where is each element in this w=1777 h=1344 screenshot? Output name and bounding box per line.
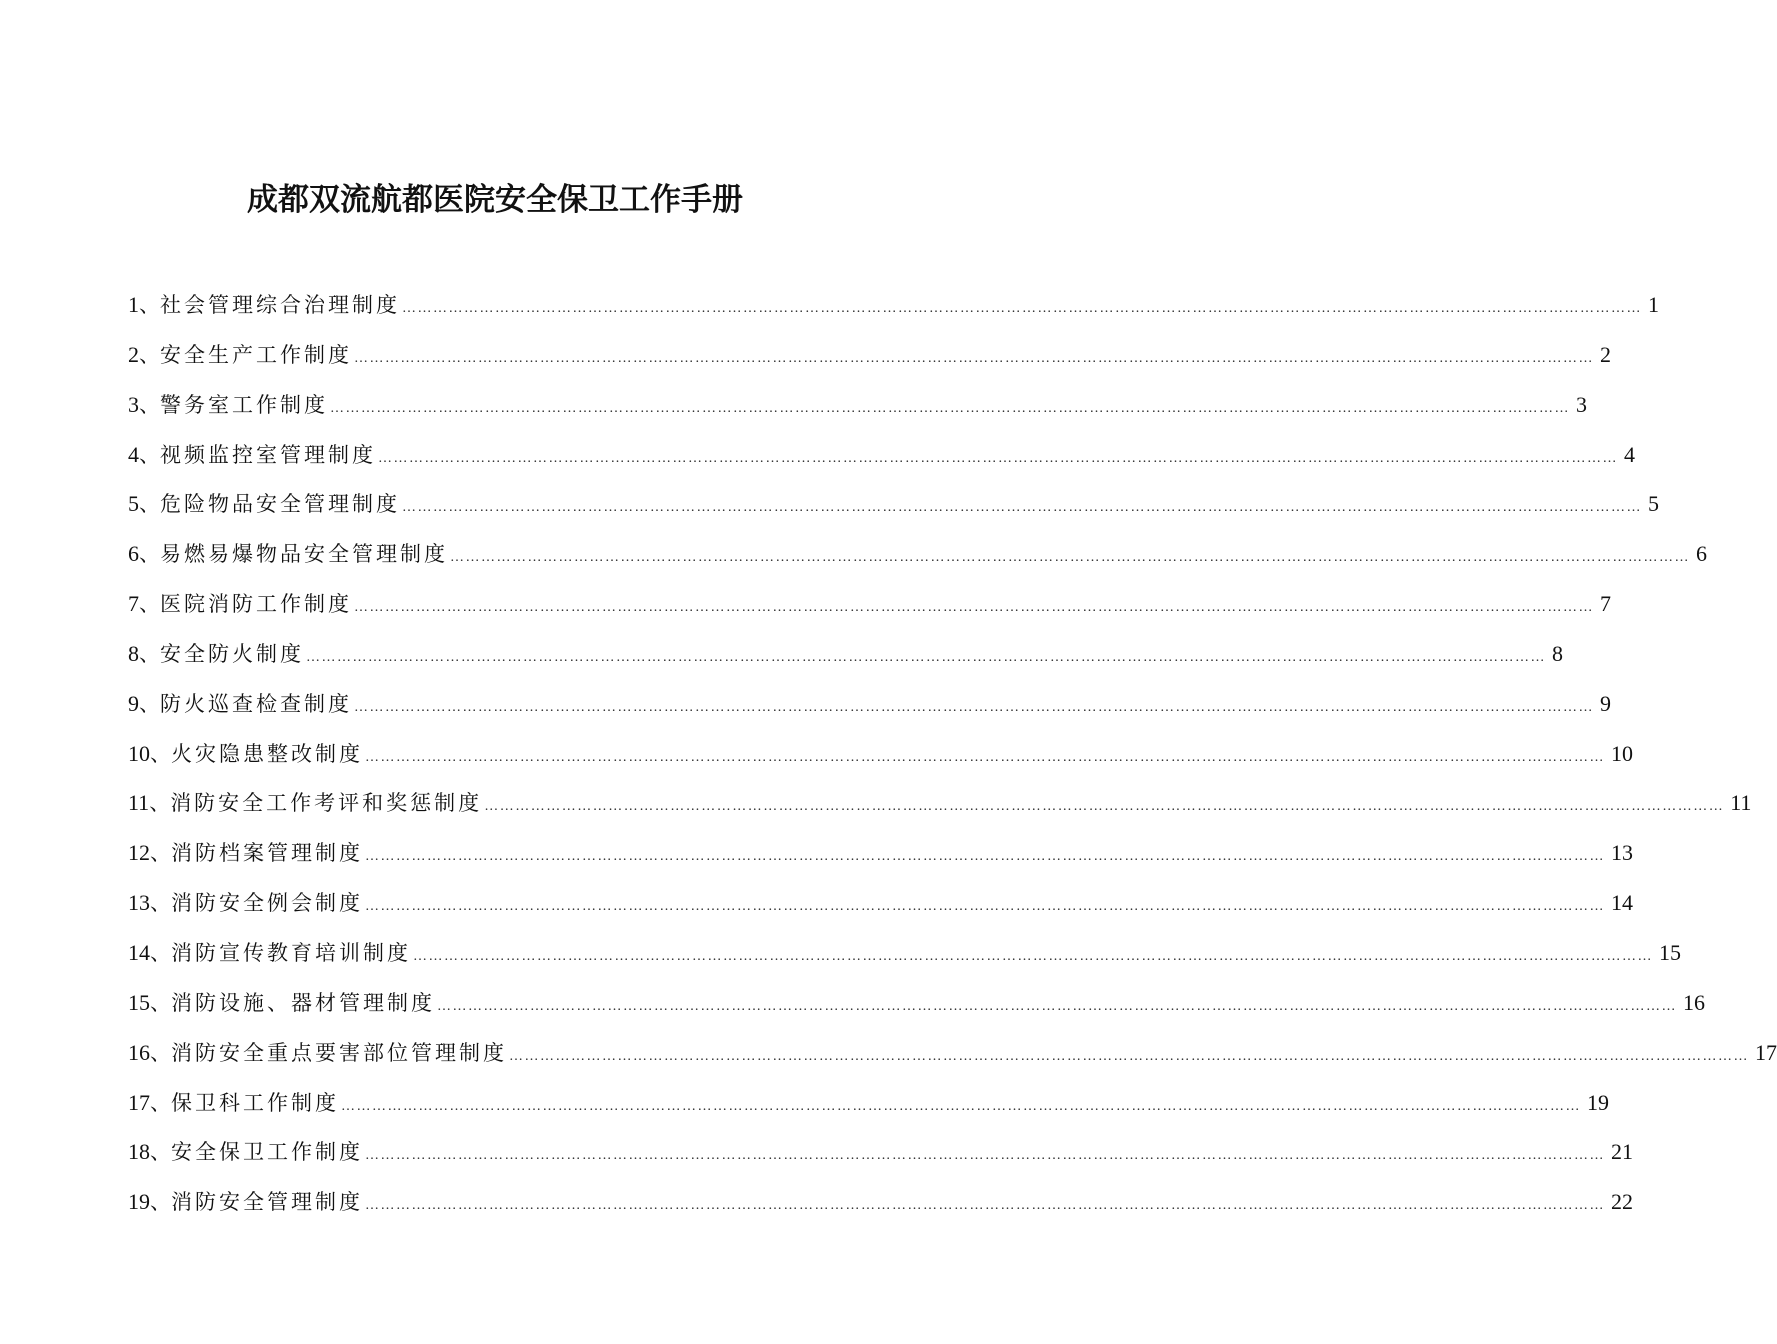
- toc-entry-page-number: 14: [1611, 890, 1633, 916]
- toc-entry-label: 安全防火制度: [160, 641, 304, 666]
- toc-entry[interactable]: [128, 330, 1611, 380]
- toc-entry-page-number: 9: [1600, 690, 1611, 716]
- toc-entry-separator: 、: [139, 392, 160, 417]
- toc-entry-separator: 、: [150, 841, 171, 866]
- toc-entry-page-number: 17: [1755, 1039, 1777, 1065]
- toc-entry-number: 17: [128, 1089, 150, 1115]
- toc-entry-label: 医院消防工作制度: [160, 592, 352, 617]
- toc-entry-number: 19: [128, 1189, 150, 1215]
- toc-entry-page-number: 15: [1659, 939, 1681, 965]
- toc-entry-number: 9: [128, 690, 139, 716]
- toc-entry-number: 2: [128, 341, 139, 367]
- toc-entry-number: 7: [128, 591, 139, 617]
- toc-entry-page-number: 16: [1683, 989, 1705, 1015]
- toc-entry-separator: 、: [150, 990, 171, 1015]
- toc-entry-separator: 、: [150, 1190, 171, 1215]
- toc-entry-leader-dots: ……………………………………………………………………………………………………………………………………………………………………………………………………………………: [365, 1148, 1605, 1164]
- toc-entry[interactable]: [128, 778, 1752, 828]
- toc-entry-label: 社会管理综合治理制度: [160, 293, 400, 317]
- toc-entry-page-number: 7: [1600, 591, 1611, 617]
- toc-entry[interactable]: [128, 1078, 1609, 1128]
- toc-entry[interactable]: [128, 579, 1611, 629]
- toc-entry-leader-dots: ……………………………………………………………………………………………………………………………………………………………………………………………………………………: [402, 301, 1642, 316]
- toc-entry-number: 14: [128, 939, 150, 965]
- toc-entry-page-number: 3: [1576, 391, 1587, 417]
- toc-entry-leader-dots: ……………………………………………………………………………………………………………………………………………………………………………………………………………………: [365, 849, 1605, 865]
- toc-entry-label: 消防安全例会制度: [171, 891, 363, 916]
- document-title: 成都双流航都医院安全保卫工作手册: [247, 182, 743, 218]
- toc-entry-page-number: 21: [1611, 1139, 1633, 1165]
- toc-entry-leader-dots: ……………………………………………………………………………………………………………………………………………………………………………………………………………………: [437, 998, 1677, 1014]
- toc-entry-label: 消防宣传教育培训制度: [171, 940, 411, 965]
- toc-entry-number: 18: [128, 1139, 150, 1165]
- toc-entry-separator: 、: [139, 641, 160, 666]
- toc-entry[interactable]: [128, 529, 1707, 579]
- toc-entry-page-number: 10: [1611, 740, 1633, 766]
- toc-entry-label: 易燃易爆物品安全管理制度: [160, 542, 448, 567]
- toc-entry[interactable]: [128, 280, 1659, 330]
- toc-entry-leader-dots: ……………………………………………………………………………………………………………………………………………………………………………………………………………………: [330, 400, 1570, 416]
- toc-entry-label: 防火巡查检查制度: [160, 691, 352, 716]
- toc-entry-leader-dots: ……………………………………………………………………………………………………………………………………………………………………………………………………………………: [484, 799, 1725, 815]
- toc-entry-separator: 、: [150, 1140, 171, 1165]
- toc-entry[interactable]: [128, 479, 1659, 529]
- toc-entry[interactable]: [128, 679, 1611, 729]
- toc-entry-leader-dots: ……………………………………………………………………………………………………………………………………………………………………………………………………………………: [365, 1198, 1605, 1214]
- toc-entry-number: 1: [128, 292, 139, 317]
- toc-entry-leader-dots: ……………………………………………………………………………………………………………………………………………………………………………………………………………………: [402, 500, 1642, 516]
- toc-entry-leader-dots: ……………………………………………………………………………………………………………………………………………………………………………………………………………………: [413, 948, 1653, 964]
- toc-entry-separator: 、: [139, 492, 160, 517]
- toc-entry-number: 6: [128, 541, 139, 567]
- toc-entry[interactable]: [128, 978, 1705, 1028]
- toc-entry-leader-dots: ……………………………………………………………………………………………………………………………………………………………………………………………………………………: [354, 350, 1594, 366]
- toc-entry[interactable]: [128, 878, 1633, 928]
- toc-entry-label: 视频监控室管理制度: [160, 442, 376, 467]
- toc-entry-page-number: 11: [1730, 790, 1752, 816]
- toc-entry-number: 8: [128, 640, 139, 666]
- toc-entry-separator: 、: [139, 691, 160, 716]
- toc-entry-page-number: 1: [1648, 292, 1659, 317]
- toc-entry-page-number: 22: [1611, 1189, 1633, 1215]
- toc-entry[interactable]: [128, 1127, 1633, 1177]
- toc-entry-number: 3: [128, 391, 139, 417]
- toc-entry[interactable]: [128, 430, 1635, 480]
- toc-entry-leader-dots: ……………………………………………………………………………………………………………………………………………………………………………………………………………………: [365, 749, 1605, 765]
- toc-entry-separator: 、: [150, 1090, 171, 1115]
- toc-entry-separator: 、: [150, 940, 171, 965]
- toc-entry-page-number: 2: [1600, 341, 1611, 367]
- toc-entry[interactable]: [128, 928, 1681, 978]
- toc-entry-label: 危险物品安全管理制度: [160, 492, 400, 517]
- toc-entry-label: 消防安全重点要害部位管理制度: [171, 1040, 507, 1065]
- toc-entry-number: 5: [128, 491, 139, 517]
- toc-entry-number: 10: [128, 740, 150, 766]
- toc-entry-separator: 、: [139, 342, 160, 367]
- toc-entry-separator: 、: [139, 592, 160, 617]
- toc-entry-separator: 、: [150, 1040, 171, 1065]
- toc-entry-leader-dots: ……………………………………………………………………………………………………………………………………………………………………………………………………………………: [354, 699, 1594, 715]
- toc-entry[interactable]: [128, 1177, 1633, 1227]
- toc-entry-number: 16: [128, 1039, 150, 1065]
- toc-entry[interactable]: [128, 380, 1587, 430]
- toc-entry-separator: 、: [139, 293, 160, 317]
- toc-entry-number: 15: [128, 989, 150, 1015]
- toc-entry-label: 消防安全管理制度: [171, 1190, 363, 1215]
- toc-entry-leader-dots: ……………………………………………………………………………………………………………………………………………………………………………………………………………………: [341, 1098, 1581, 1114]
- toc-entry[interactable]: [128, 629, 1563, 679]
- toc-entry[interactable]: [128, 828, 1633, 878]
- toc-entry-separator: 、: [139, 442, 160, 467]
- toc-entry-leader-dots: ……………………………………………………………………………………………………………………………………………………………………………………………………………………: [378, 450, 1618, 466]
- toc-entry-separator: 、: [150, 741, 171, 766]
- toc-entry-number: 13: [128, 890, 150, 916]
- toc-entry[interactable]: [128, 1028, 1777, 1078]
- toc-entry-leader-dots: ……………………………………………………………………………………………………………………………………………………………………………………………………………………: [450, 550, 1690, 566]
- toc-entry-label: 警务室工作制度: [160, 392, 328, 417]
- toc-entry-page-number: 19: [1587, 1089, 1609, 1115]
- toc-entry-page-number: 6: [1696, 541, 1707, 567]
- toc-entry-number: 4: [128, 441, 139, 467]
- toc-entry-label: 保卫科工作制度: [171, 1090, 339, 1115]
- toc-entry-number: 11: [128, 790, 150, 816]
- toc-entry-separator: 、: [150, 891, 171, 916]
- toc-entry-separator: 、: [149, 791, 171, 816]
- toc-entry-leader-dots: ……………………………………………………………………………………………………………………………………………………………………………………………………………………: [509, 1048, 1749, 1064]
- toc-entry-label: 安全生产工作制度: [160, 342, 352, 367]
- toc-entry-page-number: 13: [1611, 840, 1633, 866]
- toc-entry-page-number: 5: [1648, 491, 1659, 517]
- toc-entry-page-number: 4: [1624, 441, 1635, 467]
- toc-entry-leader-dots: ……………………………………………………………………………………………………………………………………………………………………………………………………………………: [354, 600, 1594, 616]
- table-of-contents: [128, 280, 1777, 1227]
- toc-entry-page-number: 8: [1552, 640, 1563, 666]
- toc-entry-label: 消防档案管理制度: [171, 841, 363, 866]
- toc-entry-label: 安全保卫工作制度: [171, 1140, 363, 1165]
- toc-entry-label: 消防设施、器材管理制度: [171, 990, 435, 1015]
- toc-entry[interactable]: [128, 729, 1633, 779]
- toc-entry-number: 12: [128, 840, 150, 866]
- toc-entry-leader-dots: ……………………………………………………………………………………………………………………………………………………………………………………………………………………: [306, 649, 1546, 665]
- toc-entry-label: 消防安全工作考评和奖惩制度: [170, 791, 483, 816]
- toc-entry-leader-dots: ……………………………………………………………………………………………………………………………………………………………………………………………………………………: [365, 899, 1605, 915]
- toc-entry-label: 火灾隐患整改制度: [171, 741, 363, 766]
- toc-entry-separator: 、: [139, 542, 160, 567]
